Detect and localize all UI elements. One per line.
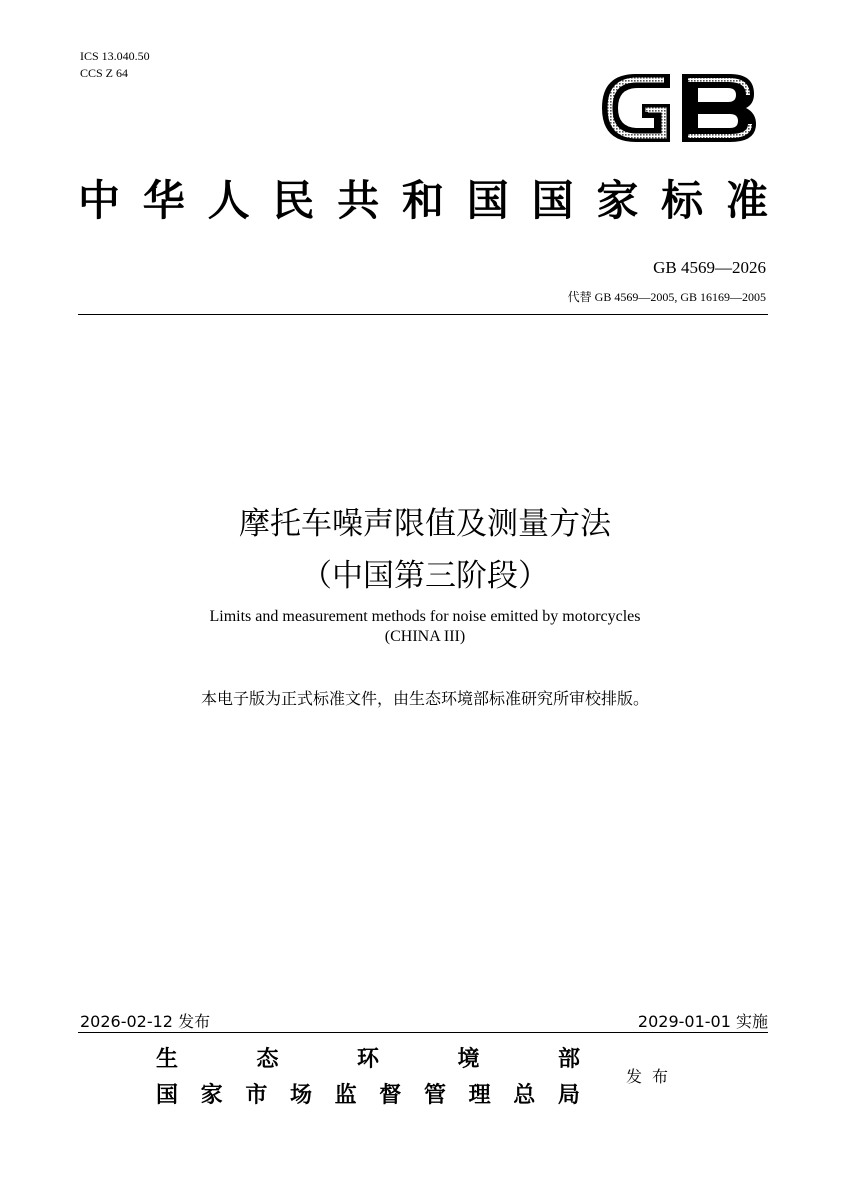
issuer-char: 理 xyxy=(468,1082,491,1108)
issuer-char: 态 xyxy=(256,1046,279,1072)
title-char: 国 xyxy=(466,176,509,225)
national-standard-title xyxy=(78,170,768,226)
issuer-char: 家 xyxy=(200,1082,223,1108)
issuer-administration xyxy=(156,1078,580,1109)
title-char: 人 xyxy=(207,176,250,225)
issuer-char: 局 xyxy=(557,1082,580,1108)
issuer-char: 管 xyxy=(423,1082,446,1108)
issuer-char: 生 xyxy=(156,1046,179,1072)
issuer-char: 国 xyxy=(156,1082,179,1108)
standard-number: GB 4569—2026 xyxy=(653,258,766,277)
replaces-note: 代替 GB 4569—2005, GB 16169—2005 xyxy=(567,290,766,304)
chinese-title-line2: （中国第三阶段） xyxy=(301,558,549,594)
issuer-char: 部 xyxy=(557,1046,580,1072)
title-char: 共 xyxy=(337,176,380,225)
title-char: 国 xyxy=(531,176,574,225)
issue-date: 2026-02-12 发布 xyxy=(80,1012,211,1031)
english-title-line2: (CHINA III) xyxy=(384,628,466,645)
classification-codes xyxy=(80,48,150,82)
issuer-char: 市 xyxy=(245,1082,268,1108)
ics-code: ICS 13.040.50 xyxy=(80,49,150,63)
issuer-char: 总 xyxy=(513,1082,536,1108)
implementation-date: 2029-01-01 实施 xyxy=(637,1012,768,1031)
title-char: 家 xyxy=(596,176,639,225)
top-divider xyxy=(78,314,768,315)
issuer-char: 督 xyxy=(379,1082,402,1108)
electronic-version-note: 本电子版为正式标准文件，由生态环境部标准研究所审校排版。 xyxy=(200,689,649,708)
title-char: 和 xyxy=(401,176,444,225)
title-char: 中 xyxy=(78,176,121,225)
issuer-char: 监 xyxy=(334,1082,357,1108)
ccs-code: CCS Z 64 xyxy=(80,66,129,80)
english-title-line1: Limits and measurement methods for noise emitted by motorcycles xyxy=(209,608,641,625)
title-char: 华 xyxy=(142,176,185,225)
publish-label: 发布 xyxy=(626,1067,679,1086)
issuer-char: 境 xyxy=(457,1046,480,1072)
issuer-char: 环 xyxy=(356,1046,379,1072)
bottom-divider xyxy=(78,1032,768,1033)
title-char: 准 xyxy=(725,176,768,225)
issuer-char: 场 xyxy=(289,1082,312,1108)
issuer-ministry xyxy=(156,1042,580,1073)
gb-logo-icon xyxy=(598,68,760,148)
title-char: 民 xyxy=(272,176,315,225)
title-char: 标 xyxy=(661,176,704,225)
chinese-title-line1: 摩托车噪声限值及测量方法 xyxy=(239,506,611,542)
